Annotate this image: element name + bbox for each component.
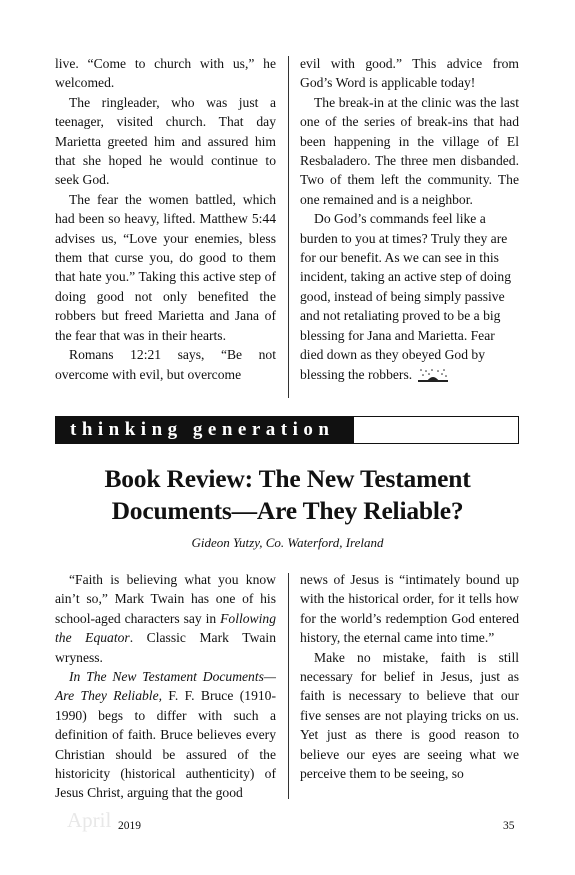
- paragraph: The fear the women battled, which had been so heavy, lifted. Matthew 5:44 advises us, “Love your enemies, bless them that curse you, do good to them that hate you.” Taking this active step of doing good not only benefited the robbers but freed Marietta and Jana of the fear that was in their hearts.: [55, 191, 276, 343]
- column-divider: [288, 573, 289, 799]
- footer-year: 2019: [118, 820, 141, 832]
- article-title-line: Book Review: The New Testament: [104, 464, 471, 493]
- paragraph: Romans 12:21 says, “Be not overcome with evil, but overcome: [55, 347, 276, 382]
- paragraph: evil with good.” This advice from God’s Word is applicable today!: [300, 56, 519, 91]
- book-title: Following the Equator: [55, 610, 276, 646]
- paragraph-text: Do God’s commands feel like a burden to you at times? Truly they are for our benefit. As we can see in this incident, taking an active step of doing good, instead of being simply passive and not retaliating proved to be a big blessing for Jana and Marietta. Fear died down as they obeyed God by blessing the robbers.: [300, 211, 512, 382]
- paragraph-text: F. F. Bruce (1910-1990) begs to differ with such a definition of faith. Bruce believes every Christian should be assured of the historicity (historical authenticity) of Jesus Christ, arguing that the good: [55, 688, 276, 801]
- footer-month: April: [67, 808, 112, 832]
- paragraph: [55, 667, 276, 803]
- paragraph-text: . Classic Mark Twain wryness.: [55, 630, 276, 665]
- byline: Gideon Yutzy, Co. Waterford, Ireland: [191, 535, 384, 550]
- paragraph-text: “Faith is believing what you know ain’t so,” Mark Twain has one of his school-aged characters say in: [55, 572, 276, 626]
- section-banner: [55, 416, 519, 444]
- book-title: In The New Testament Documents—Are They Reliable,: [55, 669, 276, 704]
- paragraph: [55, 570, 276, 667]
- page-number: 35: [503, 820, 515, 832]
- paragraph: [300, 209, 519, 384]
- article-column-left: [55, 54, 276, 384]
- paragraph: Make no mistake, faith is still necessary for belief in Jesus, just as faith is necessary to believe that our five senses are not playing tricks on us. Yet just as there is good reason to believe our eyes are seeing what we perceive them to be seeing, so: [300, 649, 519, 782]
- review-column-left: [55, 570, 276, 803]
- column-divider: [288, 56, 289, 398]
- paragraph: news of Jesus is “intimately bound up with the historical order, for it tells how for the world’s redemption God entered history, the eternal came into time.”: [300, 572, 519, 646]
- review-column-right: [300, 570, 519, 783]
- paragraph: live. “Come to church with us,” he welcomed.: [55, 56, 276, 91]
- end-of-article-icon: [418, 368, 448, 382]
- article-title-line: Documents—Are They Reliable?: [111, 496, 464, 525]
- article-title: [40, 463, 535, 527]
- paragraph: The break-in at the clinic was the last one of the series of break-ins that had been happening in the village of El Resbaladero. The three men disbanded. Two of them left the community. The one remained and is a neighbor.: [300, 94, 519, 207]
- article-column-right: [300, 54, 519, 384]
- paragraph: The ringleader, who was just a teenager, visited church. That day Marietta greeted him and assured him that she hoped he would continue to seek God.: [55, 94, 276, 188]
- section-banner-label: thinking generation: [70, 419, 335, 440]
